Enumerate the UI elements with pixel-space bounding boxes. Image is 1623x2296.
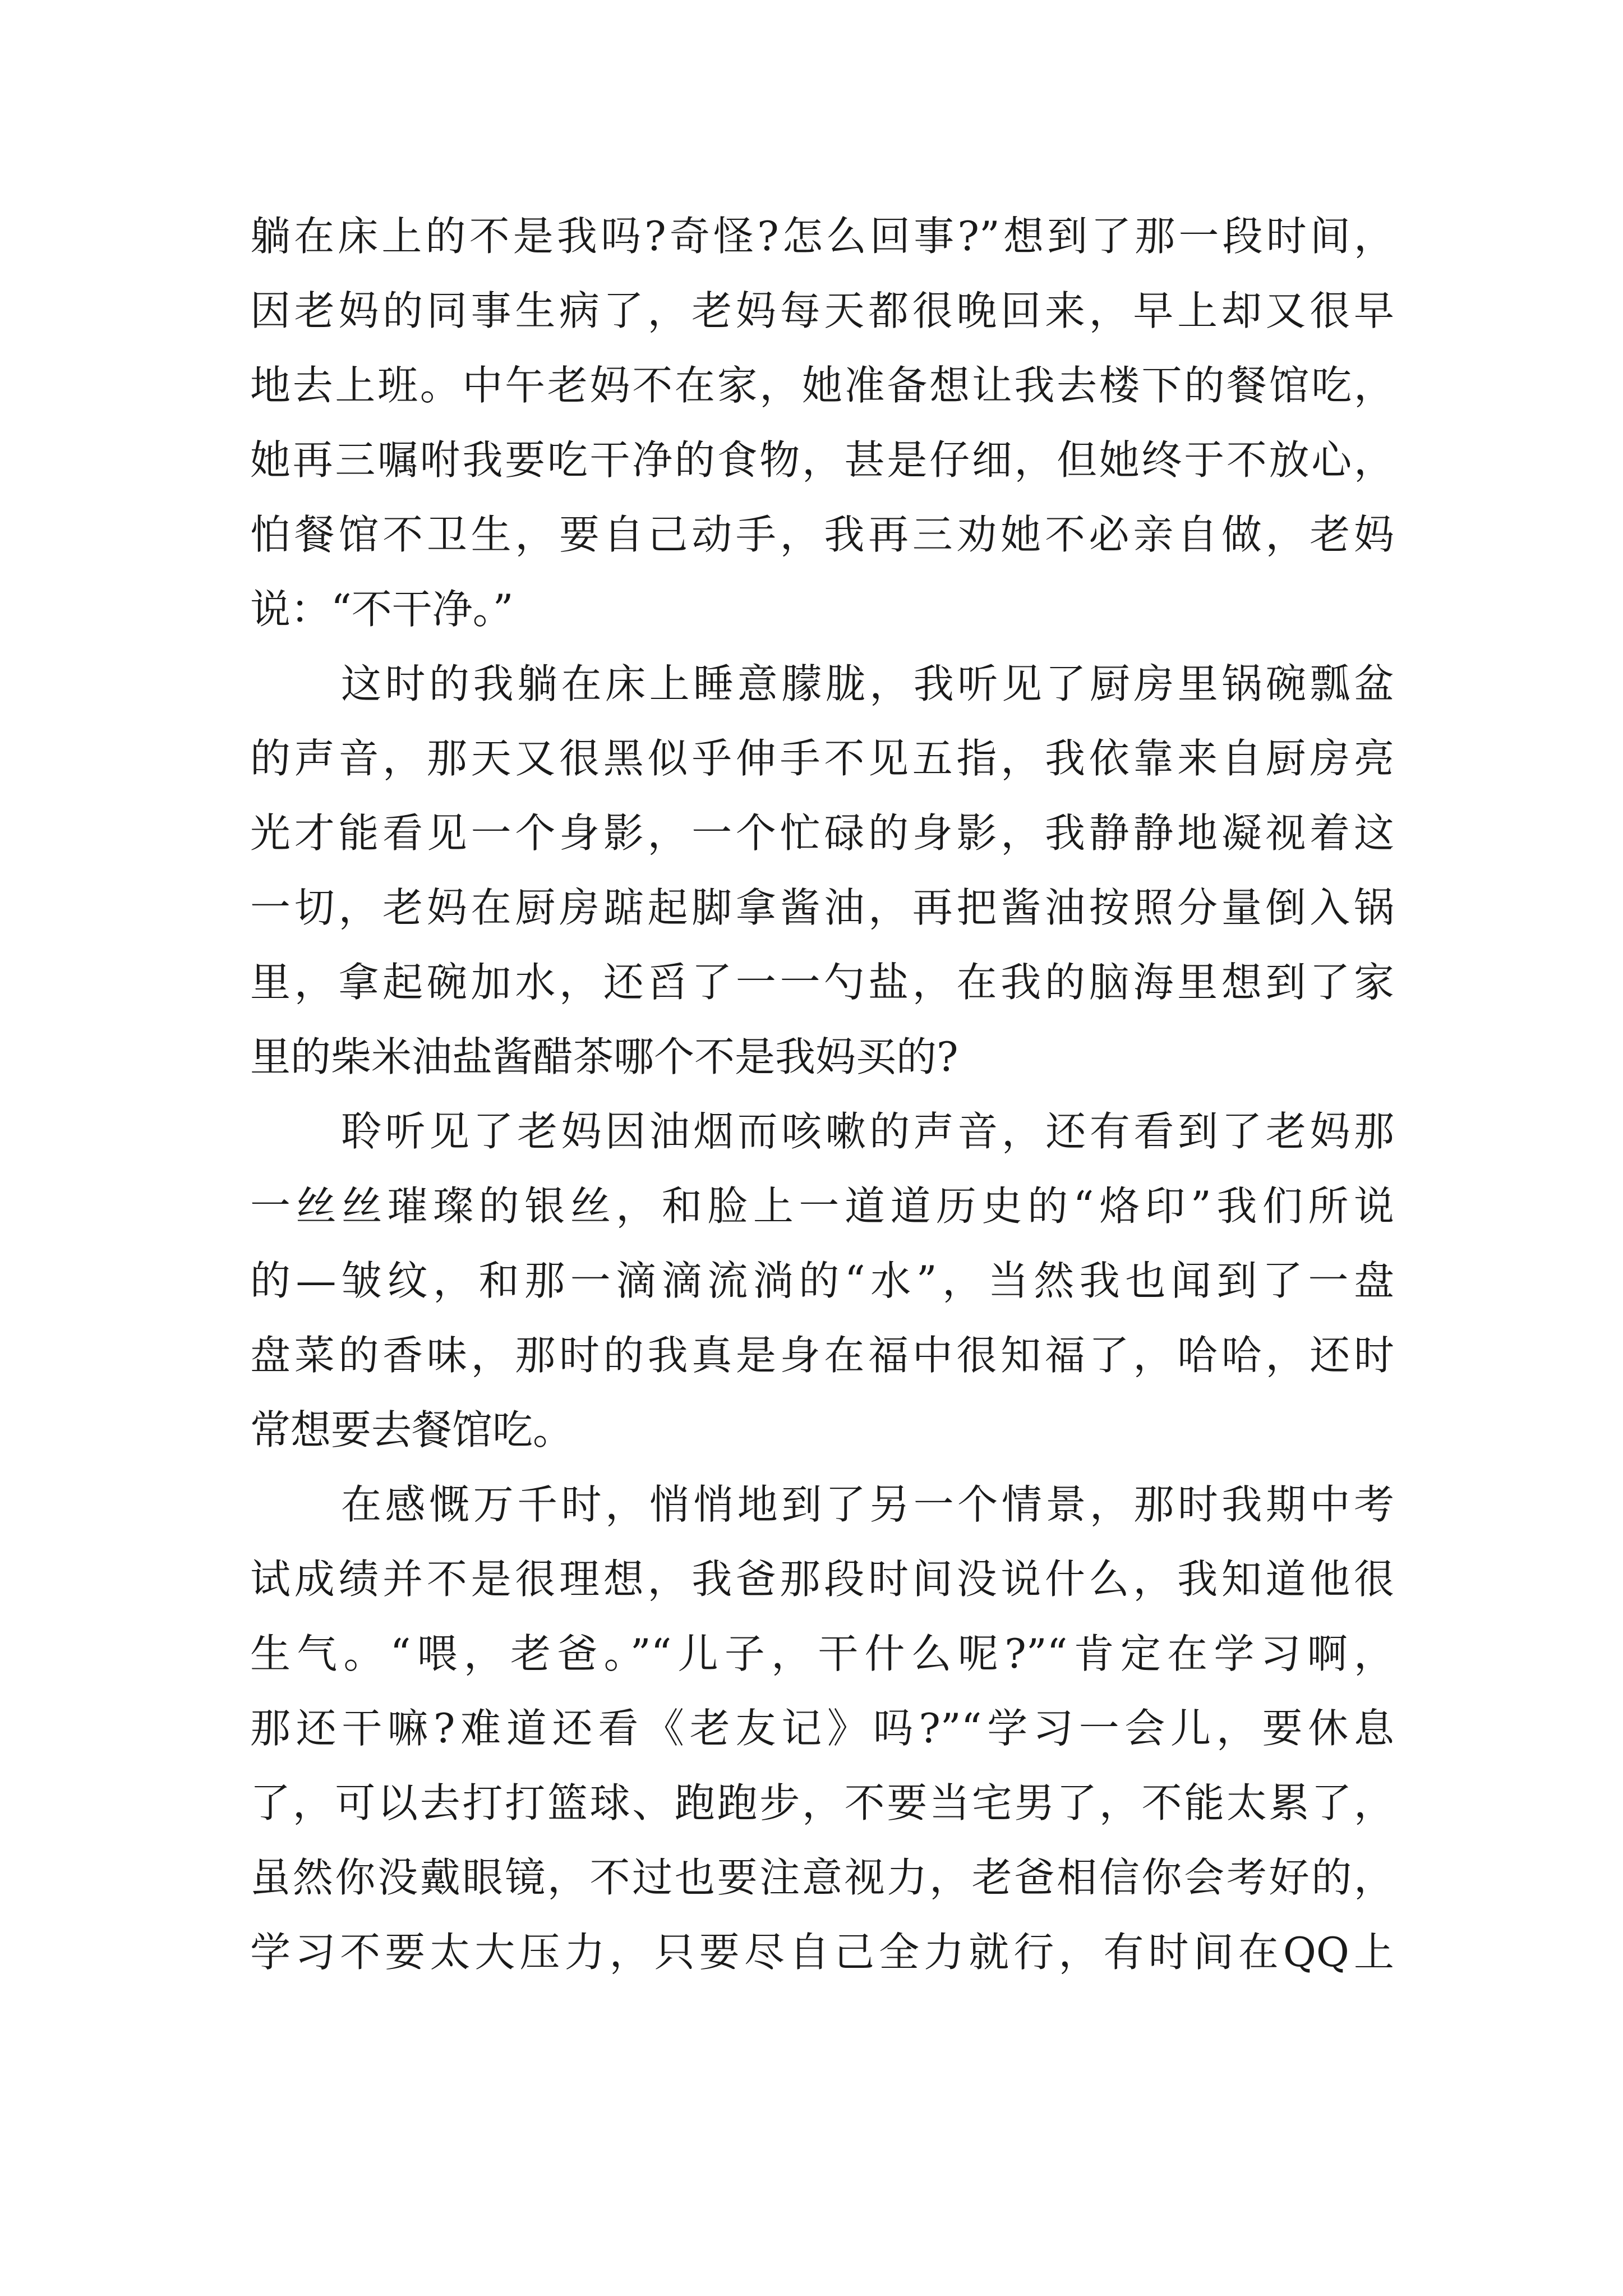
text-line: 光才能看见一个身影，一个忙碌的身影，我静静地凝视着这 — [250, 809, 1394, 857]
text-line: 学习不要太大压力，只要尽自己全力就行，有时间在QQ上 — [250, 1929, 1394, 1976]
text-line: 的—皱纹，和那一滴滴流淌的“水”，当然我也闻到了一盘 — [250, 1257, 1394, 1304]
paragraph-first-line: 在感慨万千时，悄悄地到了另一个情景，那时我期中考 — [341, 1481, 1394, 1528]
text-line: 那还干嘛?难道还看《老友记》吗?”“学习一会儿，要休息 — [250, 1705, 1394, 1752]
text-line: 常想要去餐馆吃。 — [250, 1406, 574, 1453]
text-line: 她再三嘱咐我要吃干净的食物，甚是仔细，但她终于不放心， — [250, 436, 1394, 484]
text-line: 的声音，那天又很黑似乎伸手不见五指，我依靠来自厨房亮 — [250, 735, 1394, 782]
text-line: 里的柴米油盐酱醋茶哪个不是我妈买的? — [250, 1033, 958, 1080]
text-line: 地去上班。中午老妈不在家，她准备想让我去楼下的餐馆吃， — [250, 362, 1394, 409]
text-line: 说：“不干净。” — [250, 586, 514, 633]
text-line: 试成绩并不是很理想，我爸那段时间没说什么，我知道他很 — [250, 1556, 1394, 1603]
text-line: 躺在床上的不是我吗?奇怪?怎么回事?”想到了那一段时间， — [250, 213, 1394, 260]
text-line: 生气。“喂，老爸。”“儿子，干什么呢?”“肯定在学习啊， — [250, 1630, 1394, 1677]
text-line: 虽然你没戴眼镜，不过也要注意视力，老爸相信你会考好的， — [250, 1854, 1394, 1901]
text-line: 怕餐馆不卫生，要自己动手，我再三劝她不必亲自做，老妈 — [250, 511, 1394, 558]
text-line: 一切，老妈在厨房踮起脚拿酱油，再把酱油按照分量倒入锅 — [250, 884, 1394, 931]
paragraph-first-line: 聆听见了老妈因油烟而咳嗽的声音，还有看到了老妈那 — [341, 1108, 1394, 1155]
text-line: 因老妈的同事生病了，老妈每天都很晚回来，早上却又很早 — [250, 287, 1394, 334]
text-line: 一丝丝璀璨的银丝，和脸上一道道历史的“烙印”我们所说 — [250, 1182, 1394, 1230]
text-line: 了，可以去打打篮球、跑跑步，不要当宅男了，不能太累了， — [250, 1779, 1394, 1826]
text-line: 盘菜的香味，那时的我真是身在福中很知福了，哈哈，还时 — [250, 1332, 1394, 1379]
text-line: 里，拿起碗加水，还舀了一一勺盐，在我的脑海里想到了家 — [250, 959, 1394, 1006]
paragraph-first-line: 这时的我躺在床上睡意朦胧，我听见了厨房里锅碗瓢盆 — [341, 660, 1394, 707]
